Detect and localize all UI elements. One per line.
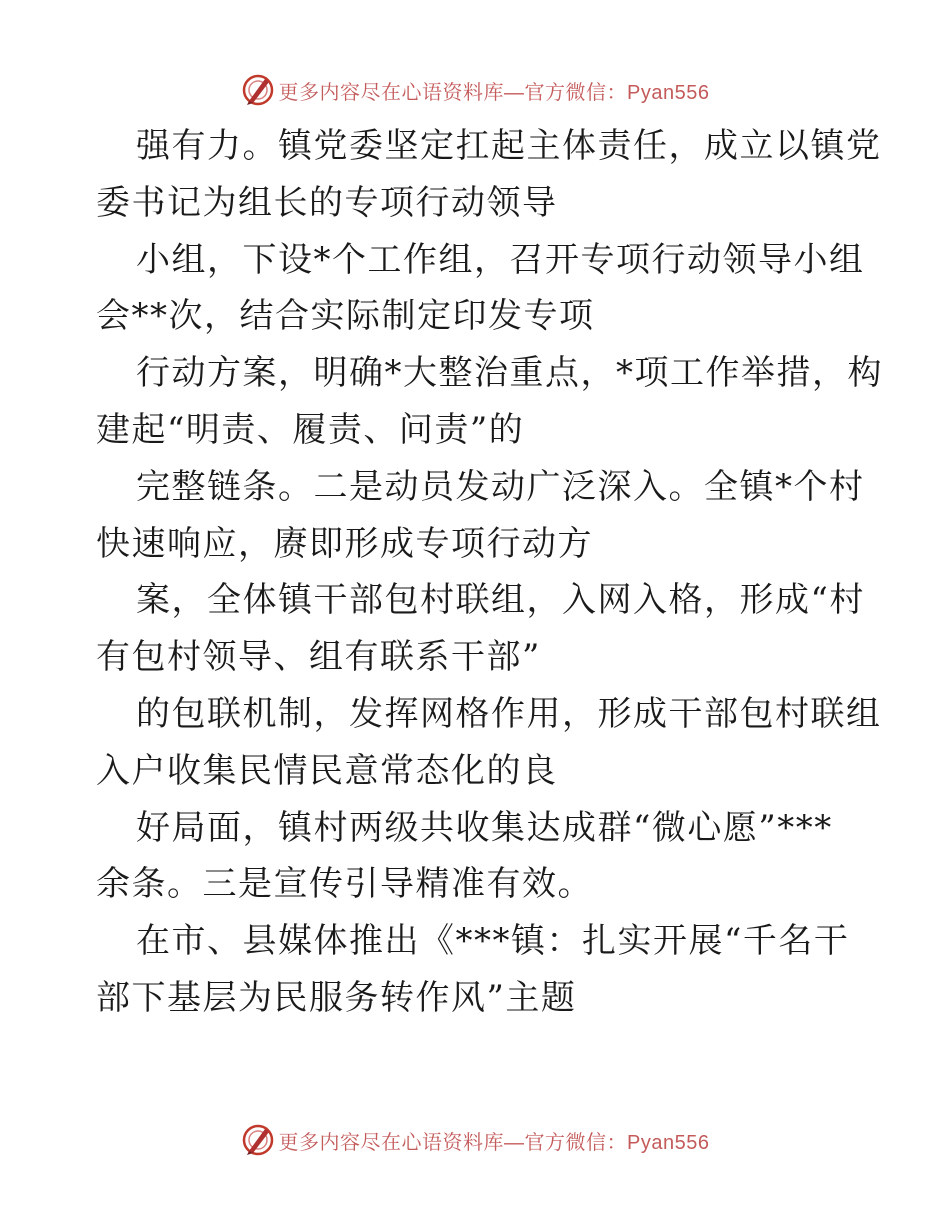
text-line: 部下基层为民服务转作风”主题: [96, 977, 577, 1018]
header-banner-text: [279, 76, 710, 105]
footer-wechat-text: —官方微信：Pyan556: [504, 1131, 710, 1154]
text-line: 余条。三是宣传引导精准有效。: [96, 864, 593, 905]
text-line: 完整链条。二是动员发动广泛深入。全镇*个村: [136, 466, 865, 507]
header-wechat-text: —官方微信：Pyan556: [504, 81, 710, 104]
pen-logo-icon: [241, 1123, 275, 1157]
text-line: 案，全体镇干部包村联组，入网入格，形成“村: [136, 580, 865, 621]
text-line: 快速响应，赓即形成专项行动方: [96, 523, 593, 564]
header-site-text: 更多内容尽在心语资料库: [278, 79, 505, 104]
text-line: 入户收集民情民意常态化的良: [96, 750, 558, 791]
footer-banner: [0, 1120, 950, 1160]
text-line: 在市、县媒体推出《***镇：扎实开展“千名干: [136, 921, 850, 962]
text-line: 会**次，结合实际制定印发专项: [96, 296, 595, 337]
text-line: 好局面，镇村两级共收集达成群“微心愿”***: [136, 807, 833, 848]
text-line: 的包联机制，发挥网格作用，形成干部包村联组: [136, 693, 882, 734]
text-line: 委书记为组长的专项行动领导: [96, 182, 558, 223]
pen-logo-icon: [241, 73, 275, 107]
text-line: 行动方案，明确*大整治重点，*项工作举措，构: [136, 353, 883, 394]
text-line: 小组，下设*个工作组，召开专项行动领导小组: [136, 239, 865, 280]
text-line: 建起“明责、履责、问责”的: [96, 409, 525, 450]
footer-site-text: 更多内容尽在心语资料库: [278, 1129, 505, 1154]
text-line: 强有力。镇党委坚定扛起主体责任，成立以镇党: [136, 126, 882, 166]
document-body: [96, 118, 883, 1027]
text-line: 有包村领导、组有联系干部”: [96, 637, 541, 678]
footer-banner-text: [279, 1126, 710, 1155]
header-banner: [0, 70, 950, 110]
